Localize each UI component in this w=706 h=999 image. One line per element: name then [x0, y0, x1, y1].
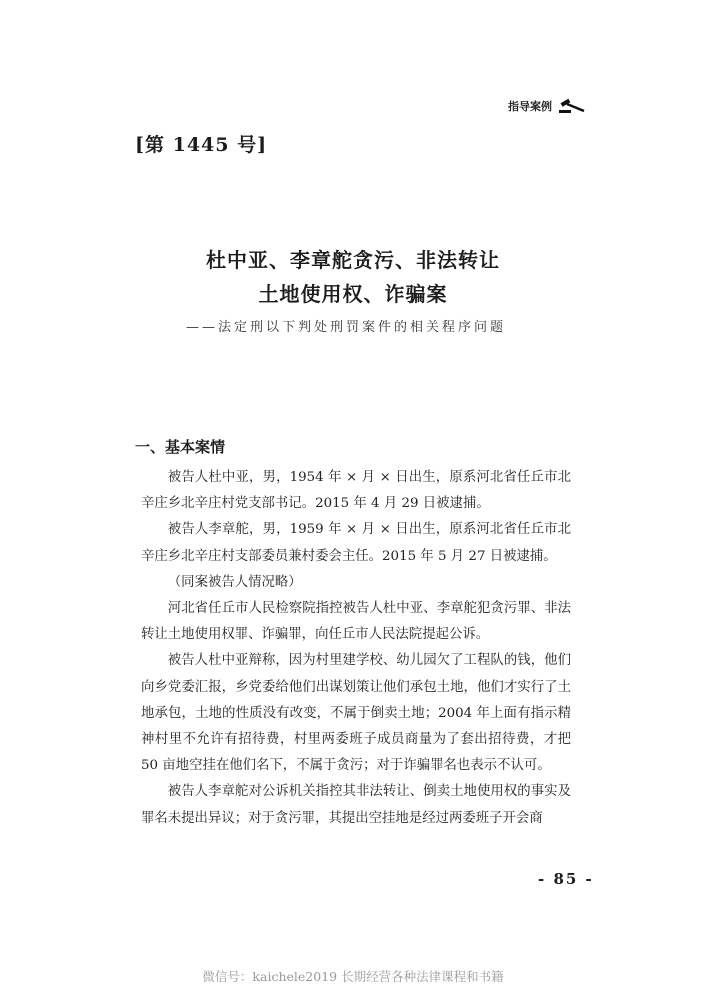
paragraph: 被告人李章舵对公诉机关指控其非法转让、倒卖土地使用权的事实及罪名未提出异议；对于贪污罪，其提出空挂地是经过两委班子开会商	[141, 784, 571, 826]
paragraph: 被告人杜中亚，男，1954 年 × 月 × 日出生，原系河北省任丘市北辛庄乡北辛庄村党支部书记。2015 年 4 月 29 日被逮捕。	[141, 470, 571, 512]
case-number: [第 1445 号]	[135, 134, 268, 156]
case-title	[0, 243, 706, 311]
watermark: 微信号：kaichele2019 长期经营各种法律课程和书籍	[202, 969, 504, 984]
paragraph: 被告人李章舵，男，1959 年 × 月 × 日出生，原系河北省任丘市北辛庄乡北辛庄村支部委员兼村委会主任。2015 年 5 月 27 日被逮捕。	[141, 522, 571, 564]
body-text	[141, 465, 571, 832]
paragraph: 被告人杜中亚辩称，因为村里建学校、幼儿园欠了工程队的钱，他们向乡党委汇报，乡党委给他们出谋划策让他们承包土地，他们才实行了土地承包，土地的性质没有改变，不属于倒卖土地；2004 年上面有指示精神村里不允许有招待费，村里两委班子成员商量为了套出招待费，才把 50 亩地空挂在他们名下，不属于贪污；对于诈骗罪名也表示不认可。	[141, 653, 571, 774]
case-title-line-2: 土地使用权、诈骗案	[258, 282, 448, 306]
section-heading: 一、基本案情	[135, 438, 226, 456]
case-subtitle: ——法定刑以下判处刑罚案件的相关程序问题	[186, 320, 507, 335]
paragraph: 河北省任丘市人民检察院指控被告人杜中亚、李章舵犯贪污罪、非法转让土地使用权罪、诈骗罪，向任丘市人民法院提起公诉。	[141, 601, 571, 643]
running-head	[508, 98, 586, 114]
case-title-line-1: 杜中亚、李章舵贪污、非法转让	[206, 248, 500, 272]
gavel-icon	[558, 98, 586, 114]
paragraph: （同案被告人情况略）	[167, 574, 302, 590]
page-number: - 85 -	[538, 870, 594, 888]
running-head-label: 指导案例	[508, 100, 552, 113]
